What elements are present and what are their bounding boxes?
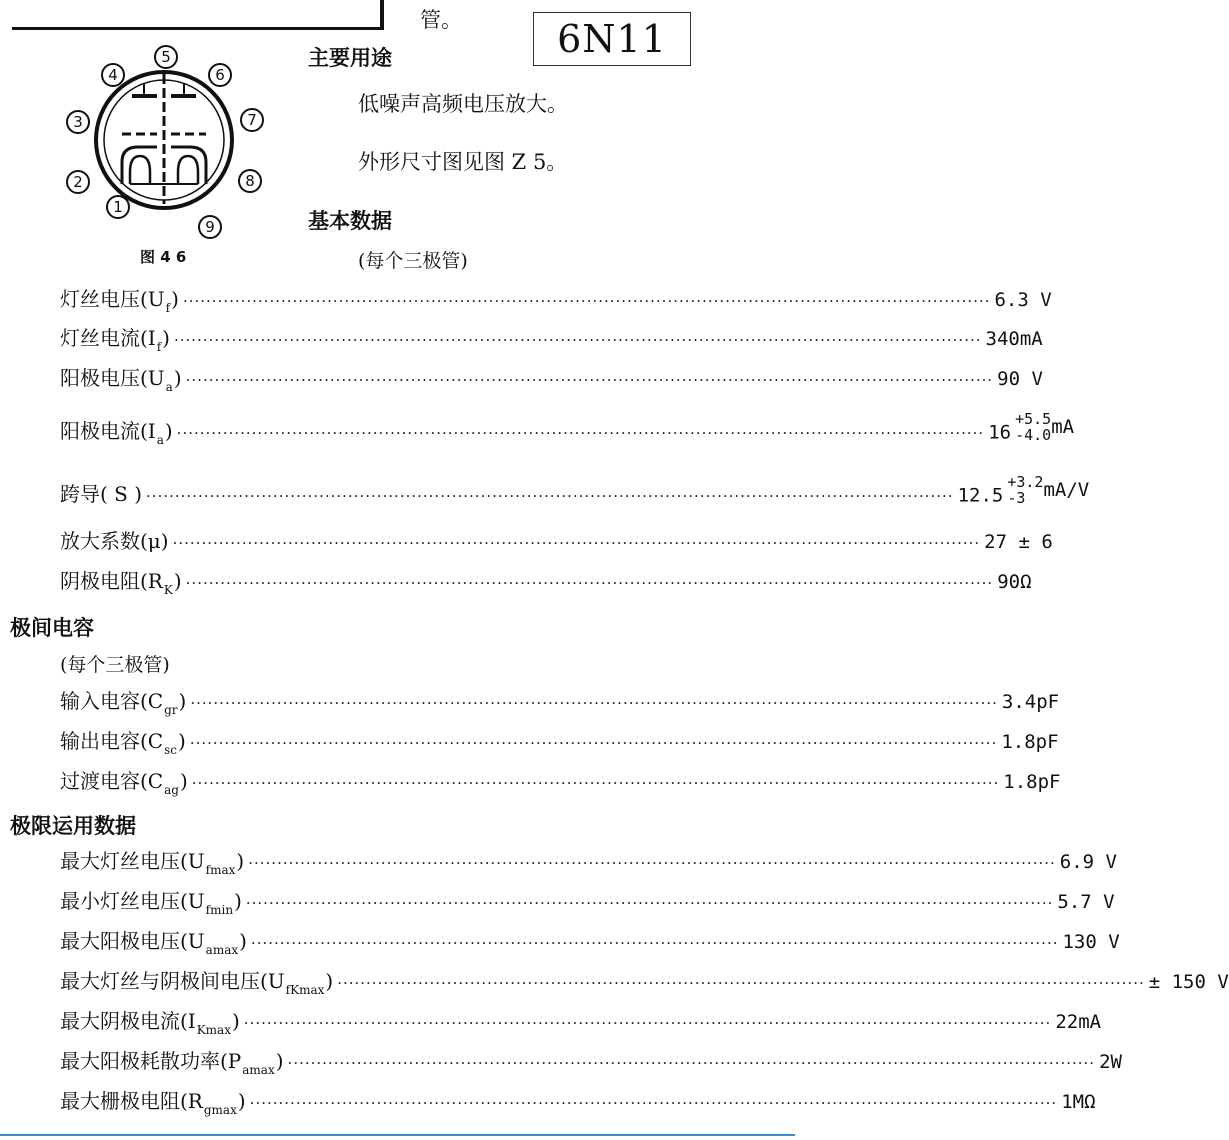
param-name: 最大栅极电阻$(R_{gmax})$: [60, 1089, 246, 1117]
pin-label-5: 5: [161, 48, 171, 66]
param-value: 90 V: [997, 368, 1043, 390]
param-value: 3.4pF: [1001, 691, 1060, 713]
param-name: 阴极电阻$(R_K)$: [60, 569, 182, 597]
param-name: 放大系数(μ): [60, 529, 169, 553]
param-row: [60, 1005, 1102, 1037]
leader-dots: ············································································································································: [337, 974, 1145, 992]
param-row: [60, 525, 1053, 555]
param-subscript: f: [165, 301, 171, 315]
param-name: 输出电容$(C_{sc})$: [60, 729, 186, 757]
param-row: [60, 1045, 1122, 1077]
tube-model-label: 6N11: [533, 12, 691, 66]
cathode-left: [122, 147, 157, 184]
leader-dots: ············································································································································: [243, 1014, 1052, 1032]
leader-dots: ············································································································································: [191, 774, 1000, 792]
capacitance-note: (每个三极管): [60, 654, 170, 676]
leader-dots: ············································································································································: [176, 424, 985, 442]
pin-label-8: 8: [245, 172, 255, 190]
param-row: [60, 472, 1090, 508]
param-value: 1MΩ: [1061, 1091, 1096, 1113]
leader-dots: ············································································································································: [250, 934, 1059, 952]
leader-dots: ············································································································································: [146, 487, 954, 505]
leader-dots: ············································································································································: [189, 734, 998, 752]
param-subscript: amax: [205, 943, 239, 957]
param-value: 27 ± 6: [984, 531, 1053, 553]
param-unit: mA: [1051, 415, 1075, 438]
param-subscript: f: [156, 340, 162, 354]
leader-dots: ············································································································································: [173, 331, 982, 349]
tube-pinout-diagram: [60, 44, 270, 244]
leader-dots: ············································································································································: [185, 371, 994, 389]
param-name: 最大阳极耗散功率$(P_{amax})$: [60, 1049, 284, 1077]
param-subscript: gr: [164, 703, 178, 717]
basic-data-heading: 基本数据: [308, 209, 392, 233]
param-name: 输入电容$(C_{gr})$: [60, 689, 187, 717]
leader-dots: ············································································································································: [190, 694, 998, 712]
param-subscript: amax: [242, 1063, 275, 1077]
param-name: 过渡电容$(C_{ag})$: [60, 769, 188, 797]
pin-label-6: 6: [215, 66, 225, 84]
param-row: [60, 565, 1032, 597]
basic-data-note: (每个三极管): [358, 250, 468, 272]
tolerance: +5.5 -4.0: [1015, 409, 1052, 444]
param-value: 22mA: [1055, 1011, 1102, 1033]
tolerance: +3.2 -3: [1007, 472, 1044, 507]
leader-dots: ············································································································································: [249, 1094, 1058, 1112]
param-row: [60, 885, 1115, 917]
param-row: [60, 725, 1059, 757]
page-bottom-border: [0, 1134, 795, 1136]
param-value: 1.8pF: [1003, 771, 1061, 793]
param-name: 最大灯丝与阴极间电压$(U_{fKmax})$: [60, 969, 334, 997]
param-unit: mA/V: [1043, 478, 1090, 501]
param-subscript: a: [165, 380, 173, 394]
param-subscript: gmax: [203, 1103, 237, 1117]
continued-text: 管。: [420, 8, 462, 32]
leader-dots: ············································································································································: [185, 574, 994, 592]
param-name: 最小灯丝电压$(U_{fmin})$: [60, 889, 242, 917]
param-value: 2W: [1099, 1051, 1122, 1073]
pin-label-4: 4: [108, 66, 118, 84]
param-name: 跨导( S ): [60, 482, 143, 506]
param-name: 最大灯丝电压$(U_{fmax})$: [60, 849, 245, 877]
param-value: ± 150 V: [1148, 971, 1229, 993]
pin-label-9: 9: [205, 218, 215, 236]
param-subscript: fKmax: [285, 983, 325, 997]
param-value: 340mA: [985, 328, 1043, 350]
usage-line-1: 低噪声高频电压放大。: [358, 92, 568, 116]
param-subscript: fmax: [205, 863, 236, 877]
param-row: [60, 362, 1043, 394]
param-name: 阳极电流$(I_a)$: [60, 419, 173, 447]
pin-label-2: 2: [73, 173, 83, 191]
param-value: 16 +5.5 -4.0 mA: [988, 409, 1075, 444]
pin-label-7: 7: [247, 111, 257, 129]
heater-left: [130, 156, 150, 184]
leader-dots: ············································································································································: [287, 1054, 1096, 1072]
limits-heading: 极限运用数据: [10, 814, 136, 838]
param-row: [60, 409, 1075, 447]
param-row: [60, 965, 1229, 997]
leader-dots: ············································································································································: [245, 894, 1054, 912]
usage-heading: 主要用途: [308, 46, 392, 70]
leader-dots: ············································································································································: [248, 854, 1056, 872]
figure-caption: 图 4 6: [140, 248, 187, 266]
param-value: 12.5 +3.2 -3 mA/V: [957, 472, 1090, 507]
usage-line-2: 外形尺寸图见图 Z 5。: [358, 150, 568, 174]
param-name: 最大阳极电压$(U_{amax})$: [60, 929, 247, 957]
param-name: 灯丝电流$(I_f)$: [60, 326, 170, 354]
param-value: 6.3 V: [994, 289, 1052, 311]
leader-dots: ············································································································································: [172, 534, 981, 552]
param-subscript: sc: [164, 743, 177, 757]
param-name: 灯丝电压$(U_f)$: [60, 287, 179, 315]
heater-right: [178, 156, 198, 184]
param-value: 6.9 V: [1059, 851, 1117, 873]
leader-dots: ············································································································································: [182, 292, 991, 310]
param-row: [60, 1085, 1096, 1117]
param-value: 130 V: [1062, 931, 1120, 953]
pin-label-3: 3: [73, 113, 83, 131]
cathode-right: [171, 147, 206, 184]
param-row: [60, 685, 1060, 717]
param-value: 5.7 V: [1057, 891, 1115, 913]
param-subscript: a: [156, 433, 164, 447]
param-row: [60, 925, 1120, 957]
header-rule: [12, 27, 382, 30]
param-row: [60, 845, 1117, 877]
param-row: [60, 283, 1052, 315]
param-subscript: Kmax: [196, 1023, 231, 1037]
param-value: 1.8pF: [1001, 731, 1059, 753]
param-subscript: K: [163, 583, 173, 597]
capacitance-heading: 极间电容: [10, 616, 94, 640]
param-name: 最大阴极电流$(I_{Kmax})$: [60, 1009, 240, 1037]
param-subscript: fmin: [205, 903, 234, 917]
header-separator: [380, 0, 384, 30]
param-subscript: ag: [164, 783, 179, 797]
pin-label-1: 1: [113, 198, 123, 216]
param-row: [60, 322, 1043, 354]
param-name: 阳极电压$(U_a)$: [60, 366, 182, 394]
param-row: [60, 765, 1061, 797]
param-value: 90Ω: [997, 571, 1032, 593]
